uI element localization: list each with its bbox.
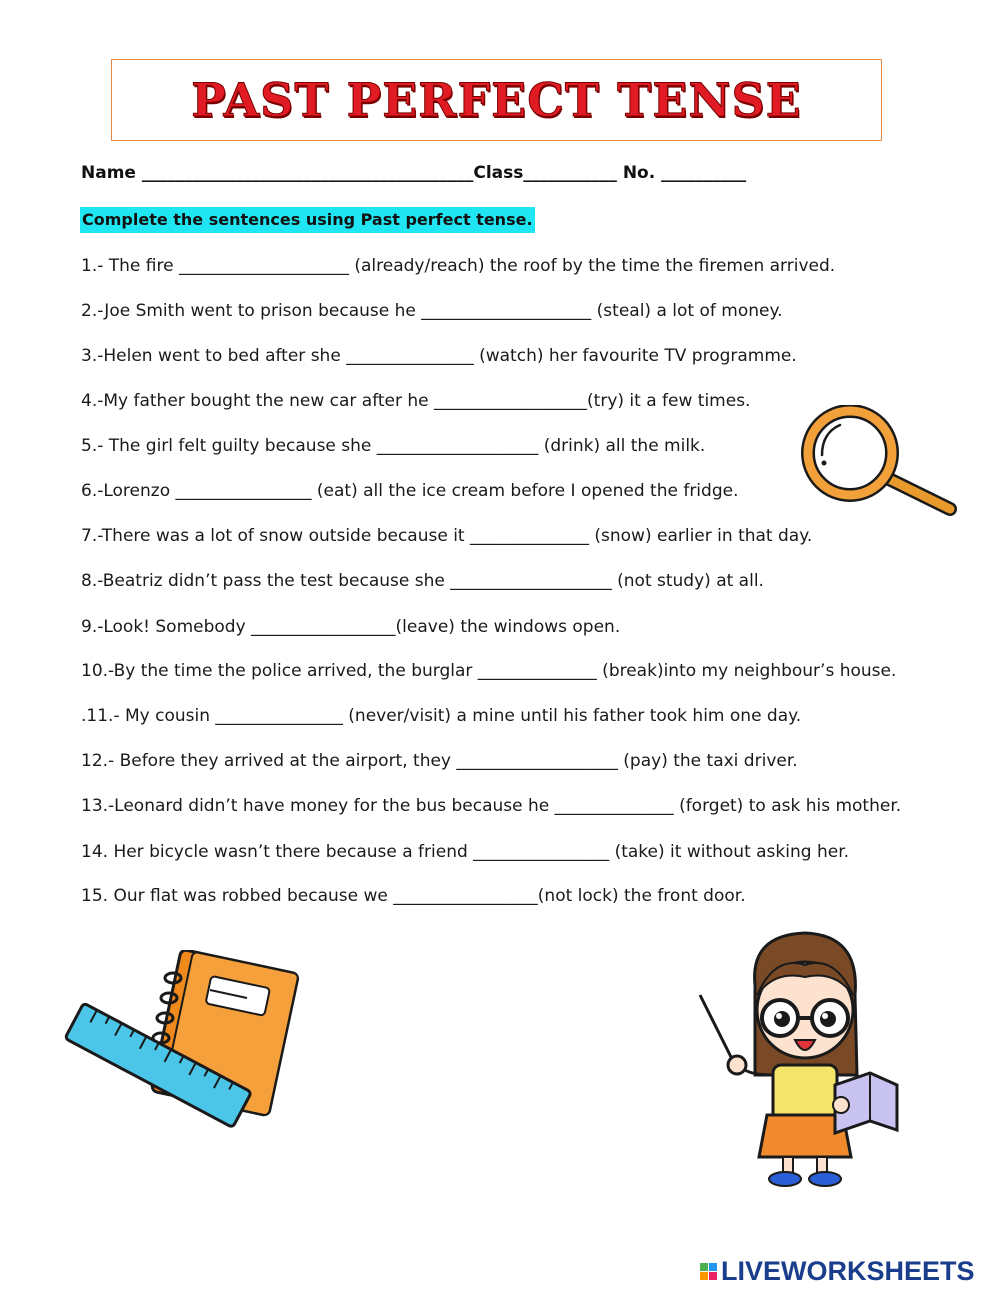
sentence-11[interactable]: .11.- My cousin _______________ (never/visit) a mine until his father took him one day. <box>81 706 802 726</box>
magnifying-glass-icon <box>800 405 960 520</box>
liveworksheets-logo <box>700 1256 975 1287</box>
logo-text: LIVEWORKSHEETS <box>721 1256 975 1286</box>
sentence-4[interactable]: 4.-My father bought the new car after he __________________(try) it a few times. <box>81 391 751 411</box>
sentence-2[interactable]: 2.-Joe Smith went to prison because he ____________________ (steal) a lot of money. <box>81 301 783 321</box>
sentence-3[interactable]: 3.-Helen went to bed after she _______________ (watch) her favourite TV programme. <box>81 346 797 366</box>
name-field[interactable]: _______________________________________ <box>135 163 474 183</box>
sentence-6[interactable]: 6.-Lorenzo ________________ (eat) all the ice cream before I opened the fridge. <box>81 481 739 501</box>
notebook-and-ruler-illustration <box>55 950 300 1140</box>
sentence-13[interactable]: 13.-Leonard didn’t have money for the bus because he ______________ (forget) to ask his mother. <box>81 796 902 816</box>
sentence-7[interactable]: 7.-There was a lot of snow outside because it ______________ (snow) earlier in that day. <box>81 526 813 546</box>
sentence-14[interactable]: 14. Her bicycle wasn’t there because a friend ________________ (take) it without asking her. <box>81 842 850 862</box>
sentence-1[interactable]: 1.- The fire ____________________ (already/reach) the roof by the time the firemen arrived. <box>81 256 836 276</box>
sentence-5[interactable]: 5.- The girl felt guilty because she ___________________ (drink) all the milk. <box>81 436 706 456</box>
sentence-10[interactable]: 10.-By the time the police arrived, the burglar ______________ (break)into my neighbour’s house. <box>81 661 897 681</box>
instruction-text: Complete the sentences using Past perfect tense. <box>80 207 535 233</box>
number-field[interactable]: __________ <box>655 163 747 183</box>
sentence-12[interactable]: 12.- Before they arrived at the airport, they ___________________ (pay) the taxi driver. <box>81 751 798 771</box>
logo-mark <box>700 1263 717 1280</box>
worksheet-title: PAST PERFECT TENSE <box>191 73 802 127</box>
class-field[interactable]: ___________ <box>523 163 623 183</box>
sentence-8[interactable]: 8.-Beatriz didn’t pass the test because she ___________________ (not study) at all. <box>81 571 764 591</box>
class-label: Class <box>473 163 524 183</box>
student-info-row <box>81 163 746 183</box>
name-label: Name <box>81 163 136 183</box>
teacher-girl-illustration <box>695 925 905 1190</box>
sentence-15[interactable]: 15. Our flat was robbed because we _________________(not lock) the front door. <box>81 886 746 906</box>
number-label: No. <box>622 163 656 183</box>
sentence-9[interactable]: 9.-Look! Somebody _________________(leave) the windows open. <box>81 617 621 637</box>
title-box <box>111 59 882 141</box>
